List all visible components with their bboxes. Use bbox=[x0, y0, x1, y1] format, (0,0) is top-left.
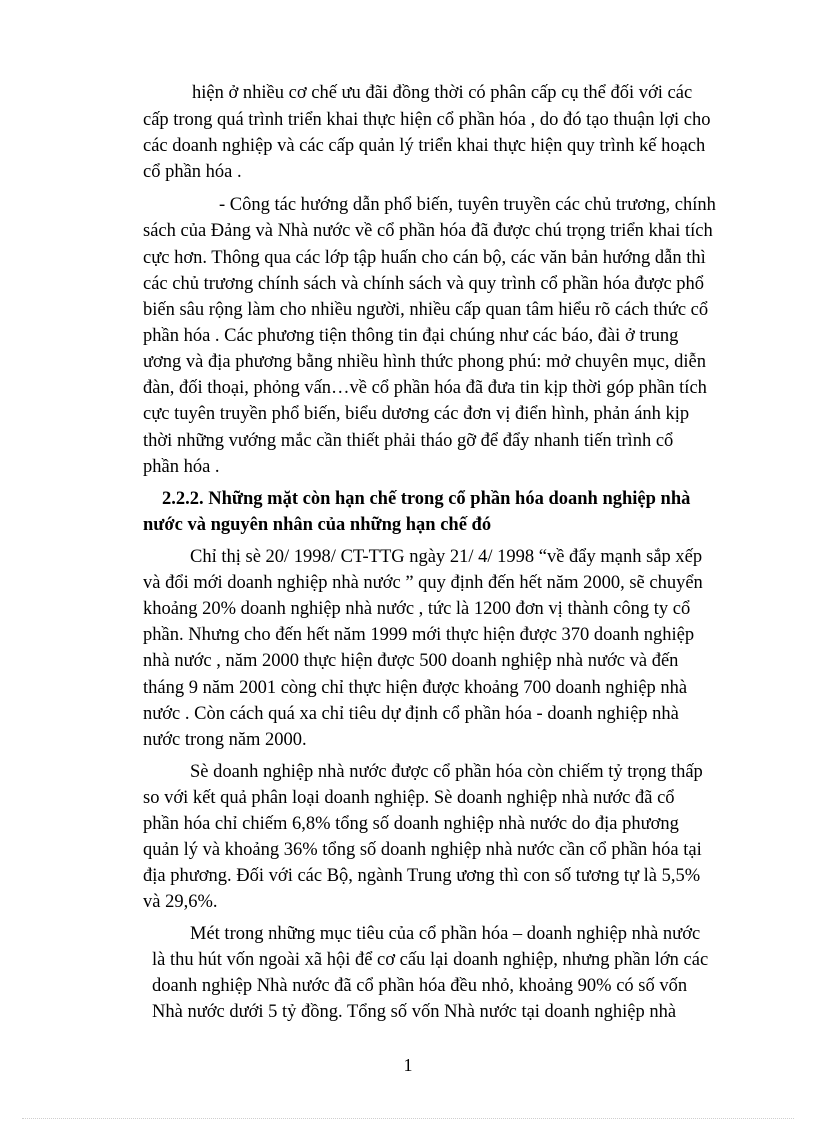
text-line: cực hơn. Thông qua các lớp tập huấn cho cán bộ, các văn bản hướng dẫn thì bbox=[143, 248, 706, 268]
text-line: hiện ở nhiều cơ chế ưu đãi đồng thời có phân cấp cụ thể đối với các bbox=[192, 83, 693, 103]
text-line: phần hóa . Các phương tiện thông tin đại chúng như các báo, đài ở trung bbox=[143, 326, 679, 346]
text-line: các chủ trương chính sách và chính sách và quy trình cổ phần hóa được phổ bbox=[143, 274, 705, 294]
page-number: 1 bbox=[403, 1055, 413, 1075]
text-line: các doanh nghiệp và các cấp quản lý triển khai thực hiện quy trình kế hoạch bbox=[143, 136, 706, 156]
text-line: là thu hút vốn ngoài xã hội để cơ cấu lại doanh nghiệp, nhưng phần lớn các bbox=[152, 950, 709, 970]
text-line: địa phương. Đối với các Bộ, ngành Trung ương thì con số tương tự là 5,5% bbox=[143, 866, 701, 886]
page-bottom-divider bbox=[22, 1118, 794, 1119]
text-line: Nhà nước dưới 5 tỷ đồng. Tổng số vốn Nhà nước tại doanh nghiệp nhà bbox=[152, 1002, 677, 1022]
text-line: cấp trong quá trình triển khai thực hiện cổ phần hóa , do đó tạo thuận lợi cho bbox=[143, 110, 711, 130]
text-line: Sè doanh nghiệp nhà nước được cổ phần hóa còn chiếm tỷ trọng thấp bbox=[190, 762, 703, 782]
text-line: biến sâu rộng làm cho nhiều người, nhiều cấp quan tâm hiểu rõ cách thức cổ bbox=[143, 300, 709, 320]
text-line: - Công tác hướng dẫn phổ biến, tuyên truyền các chủ trương, chính bbox=[219, 195, 716, 215]
text-line: và đổi mới doanh nghiệp nhà nước ” quy định đến hết năm 2000, sẽ chuyển bbox=[143, 573, 703, 593]
text-line: khoảng 20% doanh nghiệp nhà nước , tức là 1200 đơn vị thành công ty cổ bbox=[143, 599, 691, 619]
text-line: thời những vướng mắc cần thiết phải tháo gỡ để đẩy nhanh tiến trình cổ bbox=[143, 431, 674, 451]
text-line: doanh nghiệp Nhà nước đã cổ phần hóa đều nhỏ, khoảng 90% có số vốn bbox=[152, 976, 688, 996]
section-heading: 2.2.2. Những mặt còn hạn chế trong cổ phần hóa doanh nghiệp nhà bbox=[162, 489, 691, 509]
section-heading: nước và nguyên nhân của những hạn chế đó bbox=[143, 515, 492, 535]
text-line: phần. Nhưng cho đến hết năm 1999 mới thực hiện được 370 doanh nghiệp bbox=[143, 625, 695, 645]
text-line: phần hóa chỉ chiếm 6,8% tổng số doanh nghiệp nhà nước do địa phương bbox=[143, 814, 679, 834]
text-line: so với kết quả phân loại doanh nghiệp. Sè doanh nghiệp nhà nước đã cổ bbox=[143, 788, 675, 808]
text-line: nhà nước , năm 2000 thực hiện được 500 doanh nghiệp nhà nước và đến bbox=[143, 651, 679, 671]
text-line: phần hóa . bbox=[143, 457, 220, 477]
text-line: sách của Đảng và Nhà nước về cổ phần hóa đã được chú trọng triển khai tích bbox=[143, 221, 713, 241]
text-line: Mét trong những mục tiêu của cổ phần hóa – doanh nghiệp nhà nước bbox=[190, 924, 701, 944]
text-line: ương và địa phương bằng nhiều hình thức phong phú: mở chuyên mục, diễn bbox=[143, 352, 706, 372]
text-line: đàn, đối thoại, phỏng vấn…về cổ phần hóa đã đưa tin kịp thời góp phần tích bbox=[143, 378, 707, 398]
text-line: nước . Còn cách quá xa chỉ tiêu dự định cổ phần hóa - doanh nghiệp nhà bbox=[143, 704, 679, 724]
text-line: Chỉ thị sè 20/ 1998/ CT-TTG ngày 21/ 4/ 1998 “về đẩy mạnh sắp xếp bbox=[190, 547, 703, 567]
text-line: nước trong năm 2000. bbox=[143, 730, 307, 750]
text-line: cổ phần hóa . bbox=[143, 162, 242, 182]
text-line: tháng 9 năm 2001 còng chỉ thực hiện được khoảng 700 doanh nghiệp nhà bbox=[143, 678, 688, 698]
text-line: cực tuyên truyền phổ biến, biểu dương các đơn vị điển hình, phản ánh kịp bbox=[143, 404, 690, 424]
text-line: quản lý và khoảng 36% tổng số doanh nghiệp nhà nước cần cổ phần hóa tại bbox=[143, 840, 702, 860]
text-line: và 29,6%. bbox=[143, 892, 218, 912]
